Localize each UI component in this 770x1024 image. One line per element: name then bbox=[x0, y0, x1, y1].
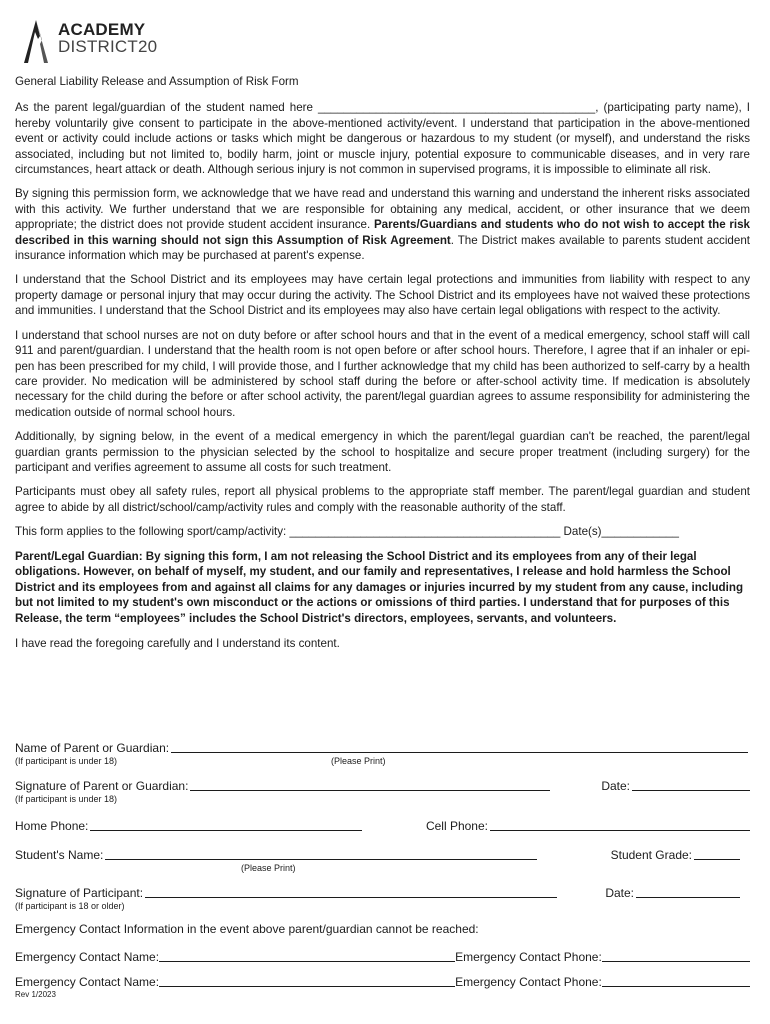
parent-date-input[interactable] bbox=[632, 778, 750, 791]
student-grade-label: Student Grade: bbox=[610, 848, 692, 862]
cell-phone-label: Cell Phone: bbox=[425, 819, 488, 833]
home-phone-label: Home Phone: bbox=[15, 819, 89, 833]
acknowledge-statement: I have read the foregoing carefully and I understand its content. bbox=[15, 636, 340, 650]
parent-signature-label: Signature of Parent or Guardian: bbox=[15, 779, 189, 793]
logo-line-2: DISTRICT20 bbox=[58, 37, 158, 56]
ec-phone-input-2[interactable] bbox=[602, 974, 750, 987]
form-body bbox=[15, 74, 750, 660]
ec-name-input-1[interactable] bbox=[159, 949, 455, 962]
student-name-label: Student's Name: bbox=[15, 848, 104, 862]
ec-name-label-1: Emergency Contact Name: bbox=[15, 950, 160, 964]
participant-signature-field bbox=[15, 885, 750, 911]
waiver-statement: Parent/Legal Guardian: By signing this form, I am not releasing the School District and its employees from any of their legal obligations. However, on behalf of myself, my student, and our family and representatives, I release and hold harmless the School District and its employees from and against all claims for any damages or injuries incurred by my student from any cause, including but not limited to my student's own misconduct or the actions or omissions of third parties. I understand that for purposes of this Release, the term “employees” includes the School District's directors, employees, servants, and volunteers. bbox=[15, 549, 744, 625]
home-phone-input[interactable] bbox=[90, 818, 362, 831]
paragraph-immunities: I understand that the School District and its employees may have certain legal protections and immunities from liability with respect to any property damage or personal injury that may occur during the activity. The School District and its employees have not waived these protections and immunities. I understand that the School District and its employees may also have certain legal obligations with respect to the activity. bbox=[15, 273, 750, 318]
participant-date-input[interactable] bbox=[636, 885, 740, 898]
student-name-input[interactable] bbox=[105, 847, 537, 860]
cell-phone-input[interactable] bbox=[490, 818, 750, 831]
mountain-icon bbox=[22, 14, 56, 64]
ec-phone-label-1: Emergency Contact Phone: bbox=[455, 950, 602, 964]
parent-signature-note: (If participant is under 18) bbox=[15, 794, 118, 804]
paragraph-acknowledgement bbox=[15, 186, 750, 263]
paragraph-consent: As the parent legal/guardian of the student named here ___________________________________________, (participating party name), I hereby voluntarily give consent to participate in the above-mentioned activity/event. I understand that participation in the above-mentioned event or activity could include actions or tasks which might be dangerous or hazardous to my student (or myself), and understand the risks associated, including but not limited to, bodily harm, joint or muscle injury, potential exposure to communicable diseases, and in very rare circumstances, heart attack or death. Although serious injury is not common in supervised programs, it is impossible to eliminate all risk. bbox=[15, 101, 750, 177]
paragraph-rules: Participants must obey all safety rules, report all physical problems to the appropriate staff member. The parent/legal guardian and student agree to abide by all district/school/camp/activity rules and comply with the reasonable authority of the staff. bbox=[15, 485, 750, 514]
parent-name-print-note: (Please Print) bbox=[331, 756, 386, 766]
ec-phone-label-2: Emergency Contact Phone: bbox=[455, 975, 602, 989]
parent-name-field bbox=[15, 740, 750, 766]
student-name-field bbox=[15, 847, 750, 873]
logo-line-1: ACADEMY bbox=[58, 20, 146, 39]
parent-signature-input[interactable] bbox=[190, 778, 550, 791]
ec-phone-input-1[interactable] bbox=[602, 949, 750, 962]
paragraph-medication: I understand that school nurses are not on duty before or after school hours and that in the event of a medical emergency, school staff will call 911 and parent/guardian. I understand that the health room is not open before or after school hours. Therefore, I agree that if an inhaler or epi-pen has been prescribed for my child, I will provide those, and I further acknowledge that my child has been authorized to self-carry by a health care provider. No medication will be administered by school staff during the before or after-school activity time. If medication is absolutely necessary for the child during the before or after school activity, the parent/legal guardian agrees to assume responsibility for administering the medication outside of normal school hours. bbox=[15, 328, 750, 419]
district-logo bbox=[22, 14, 162, 64]
paragraph-activity: This form applies to the following sport/camp/activity: __________________________________________ Date(s)____________ bbox=[15, 525, 679, 539]
student-grade-input[interactable] bbox=[694, 847, 740, 860]
emergency-info-heading: Emergency Contact Information in the event above parent/guardian cannot be reached: bbox=[15, 922, 479, 936]
parent-date-label: Date: bbox=[601, 779, 630, 793]
parent-name-input[interactable] bbox=[171, 740, 748, 753]
p2-bold: Parents/Guardians and students who do not wish to accept the risk described in this warning should not sign this Assumption of Risk Agreement bbox=[15, 218, 750, 247]
parent-name-note: (If participant is under 18) bbox=[15, 756, 118, 766]
participant-signature-note: (If participant is 18 or older) bbox=[15, 901, 125, 911]
ec-name-label-2: Emergency Contact Name: bbox=[15, 975, 160, 989]
emergency-contact-row-1 bbox=[15, 949, 750, 964]
revision-note: Rev 1/2023 bbox=[15, 990, 56, 999]
participant-signature-label: Signature of Participant: bbox=[15, 886, 144, 900]
parent-name-label: Name of Parent or Guardian: bbox=[15, 741, 170, 755]
phone-fields bbox=[15, 818, 750, 833]
participant-signature-input[interactable] bbox=[145, 885, 557, 898]
emergency-contact-row-2 bbox=[15, 974, 750, 989]
ec-name-input-2[interactable] bbox=[159, 974, 455, 987]
participant-date-label: Date: bbox=[605, 886, 634, 900]
p2-text-a: By signing this permission form, we acknowledge that we have read and understand this warning and understand the inherent risks associated with this activity. We further understand that we are responsible for obtaining any medical, accident, or other insurance that we deem appropriate; the district does not provide student accident insurance. bbox=[15, 187, 750, 232]
student-name-print-note: (Please Print) bbox=[241, 863, 296, 873]
paragraph-emergency: Additionally, by signing below, in the event of a medical emergency in which the parent/legal guardian can't be reached, the parent/legal guardian grants permission to the physician selected by the school to hospitalize and secure proper treatment (including surgery) for the participant and verifies agreement to assume all costs for such treatment. bbox=[15, 430, 750, 474]
parent-signature-field bbox=[15, 778, 750, 804]
p2-text-b: . The District makes available to parents student accident insurance information which may be purchased at parent's expense. bbox=[15, 233, 750, 263]
form-title: General Liability Release and Assumption of Risk Form bbox=[15, 75, 299, 88]
